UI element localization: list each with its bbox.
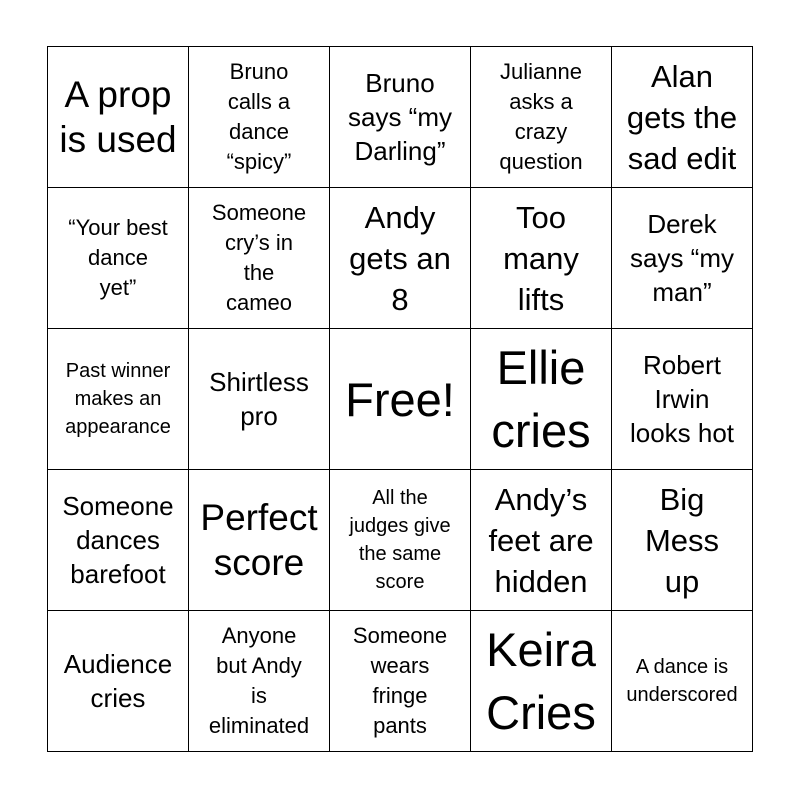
bingo-cell-18[interactable] xyxy=(330,470,471,611)
bingo-cell-text: Big Mess up xyxy=(644,481,720,599)
bingo-cell-text: Audience cries xyxy=(63,649,173,713)
free-space-text: Free! xyxy=(345,372,455,426)
bingo-cell-8[interactable] xyxy=(330,188,471,329)
bingo-board xyxy=(47,46,753,752)
bingo-cell-text: A prop is used xyxy=(59,74,177,160)
bingo-cell-text: A dance is underscored xyxy=(626,656,738,706)
bingo-cell-21[interactable] xyxy=(48,611,189,752)
bingo-cell-17[interactable] xyxy=(189,470,330,611)
bingo-cell-text: Bruno calls a dance “spicy” xyxy=(226,59,292,174)
bingo-cell-text: Andy gets an 8 xyxy=(349,199,451,317)
bingo-cell-15[interactable] xyxy=(612,329,753,470)
bingo-cell-text: Someone wears fringe pants xyxy=(352,623,448,738)
bingo-cell-text: All the judges give the same score xyxy=(349,487,451,593)
bingo-cell-22[interactable] xyxy=(189,611,330,752)
bingo-cell-12[interactable] xyxy=(189,329,330,470)
bingo-cell-9[interactable] xyxy=(471,188,612,329)
bingo-cell-25[interactable] xyxy=(612,611,753,752)
bingo-cell-text: Julianne asks a crazy question xyxy=(499,59,583,174)
bingo-cell-text: Derek says “my man” xyxy=(630,209,734,307)
bingo-cell-text: “Your best dance yet” xyxy=(68,215,168,300)
bingo-cell-3[interactable] xyxy=(330,47,471,188)
bingo-cell-10[interactable] xyxy=(612,188,753,329)
bingo-cell-5[interactable] xyxy=(612,47,753,188)
bingo-cell-text: Shirtless pro xyxy=(209,367,309,431)
bingo-cell-text: Someone cry’s in the cameo xyxy=(211,200,307,315)
bingo-cell-text: Alan gets the sad edit xyxy=(626,58,738,176)
bingo-cell-text: Bruno says “my Darling” xyxy=(348,68,452,166)
bingo-cell-14[interactable] xyxy=(471,329,612,470)
bingo-cell-text: Ellie cries xyxy=(491,341,591,457)
bingo-cell-text: Too many lifts xyxy=(503,199,579,317)
bingo-cell-text: Andy’s feet are hidden xyxy=(488,481,594,599)
bingo-cell-text: Keira Cries xyxy=(486,623,596,739)
bingo-cell-23[interactable] xyxy=(330,611,471,752)
bingo-cell-16[interactable] xyxy=(48,470,189,611)
bingo-cell-2[interactable] xyxy=(189,47,330,188)
bingo-cell-20[interactable] xyxy=(612,470,753,611)
bingo-cell-19[interactable] xyxy=(471,470,612,611)
bingo-cell-4[interactable] xyxy=(471,47,612,188)
bingo-cell-7[interactable] xyxy=(189,188,330,329)
bingo-cell-text: Anyone but Andy is eliminated xyxy=(208,623,310,738)
bingo-cell-text: Perfect score xyxy=(200,497,318,583)
bingo-cell-24[interactable] xyxy=(471,611,612,752)
bingo-cell-1[interactable] xyxy=(48,47,189,188)
bingo-cell-11[interactable] xyxy=(48,329,189,470)
bingo-cell-text: Someone dances barefoot xyxy=(62,491,174,589)
bingo-cell-text: Past winner makes an appearance xyxy=(65,360,171,438)
bingo-cell-text: Robert Irwin looks hot xyxy=(629,350,735,448)
bingo-cell-free[interactable] xyxy=(330,329,471,470)
bingo-cell-6[interactable] xyxy=(48,188,189,329)
